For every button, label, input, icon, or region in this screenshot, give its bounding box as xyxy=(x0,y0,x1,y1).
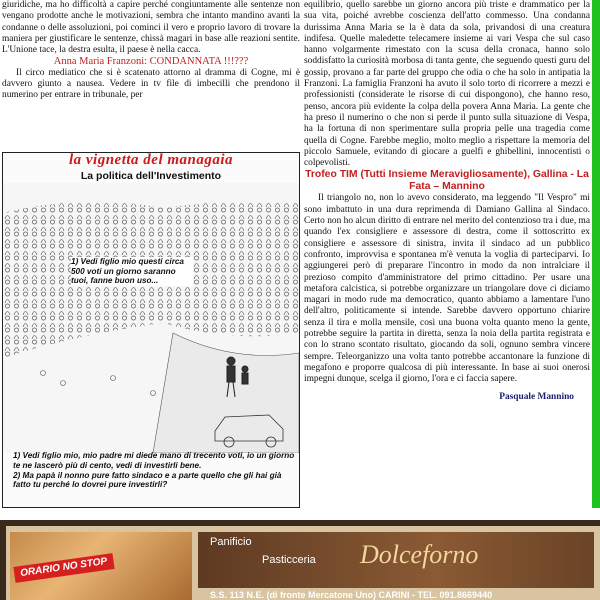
advert-address: S.S. 113 N.E. (di fronte Mercatone Uno) CARINI - TEL. 091.8669440 xyxy=(210,590,493,600)
section-title-trofeo: Trofeo TIM (Tutti Insieme Meravigliosamente), Gallina - La Fata – Mannino xyxy=(305,169,589,193)
author-signature: Pasquale Mannino xyxy=(499,391,574,402)
advert-banner xyxy=(0,520,600,600)
caption-line-1: 1) Vedi figlio mio, mio padre mi diede mano di trecento voti, io un giorno te ne lascerò più di cento, vedi di investirli bene. xyxy=(13,451,295,470)
section-title-franzoni: Anna Maria Franzoni: CONDANNATA !!!??? xyxy=(53,56,249,68)
green-side-bar xyxy=(592,0,600,508)
right-column xyxy=(304,0,590,403)
speech-balloon: 1) Vedi figlio mio questi circa 500 voti un giorno saranno tuoi, fanne buon uso... xyxy=(71,257,193,286)
advert-brand-logo: Dolceforno xyxy=(360,540,479,569)
cartoon-box xyxy=(2,152,300,508)
advert-panificio: Panificio xyxy=(210,536,252,548)
section-body-trofeo: Il triangolo no, non lo avevo considerato, ma leggendo "Il Vespro" mi sono imbattuto in una dura reprimenda di Damiano Gallina al Sindaco. Certo non ho alcun diritto di entrare nel merito del contenzioso tra i due, ma quando l'ex consigliere e assessore di destra, come il sottoscritto ex consigliere e assessore di sinistra, invita il sindaco ad un pubblico confronto, improvvisa e spontanea m'è venuta la voglia di parteciparvi. Io aggiungerei però di preparare l'incontro in modo da non intralciare il prezioso compito d'amministratore del primo cittadino. Per usare una metafora calcistica, si potrebbe organizzare un triangolare dove ci diciamo magari in modo rude ma democratico, quanto abbiamo a lamentare l'uno dell'altro, politicamente si intende. Sarebbe davvero opportuno chiarire senza il tira e molla mensile, così una buona volta quanto meno la gente, potrebbe seguire la partita in diretta, senza la noia della partita registrata e con lo strano scontato risultato, giocando da soli, ognuno sembra vincere sempre. Teleorganizzo una volta tanto potrebbe accantonare la funzione di megafono e proporre qualcosa di più interessante. In base ai suoi onerosi impegni dunque, scelga il giorno, l'ora e ci faccia sapere. xyxy=(304,193,590,385)
left-column xyxy=(2,0,300,102)
cartoon-subtitle: La politica dell'Investimento xyxy=(80,170,222,182)
cartoon-caption xyxy=(13,451,295,490)
advert-hours-badge: ORARIO NO STOP xyxy=(13,553,114,583)
right-paragraph-top: equilibrio, quello sarebbe un giorno ancora più triste e drammatico per la sua vita, poiché avrebbe coscienza dell'atto commesso. Una condanna durissima Anna Maria se la è data da sola, privandosi di una creatura indifesa. Quelle maledette telecamere insieme ai vari Vespa che sul caso hanno volgarmente rimestato con la scusa della cronaca, hanno solo soddisfatto la curiosità morbosa di tanta gente, che seguendo questi guru del gossip, provano a far parte del gruppo che odia o che ha solo in antipatia la Franzoni. La famiglia Franzoni ha avuto il solo torto di ricorrere a mezzi e professionisti (considerate le risorse di cui dispongono), che hanno reso, penso, ancora più evidente la colpa della povera Anna Maria. La gente che ha preso il numerino o che non si perde il punto sulla situazione di Vespa, ha la fortuna di non sperimentare sulla propria pelle una tragedia come quella di Cogne. Farebbe meglio, molto meglio a rispettare la memoria del piccolo Samuele, evitando di giocare a guelfi e ghibellini, innocentisti o colpevolisti. xyxy=(304,0,590,169)
left-paragraph-top: giuridiche, ma ho difficoltà a capire perché congiuntamente alle sentenze non vengano prodotte anche le motivazioni, sembra che intanto mandino avanti la condanne o delle assoluzioni, poi cominci il vero e proprio lavoro di trovare la maniera per giustificare le sentenze, chissà magari in base alle reazioni sentite. L'Unione tace, la destra esulta, il paese è nella cacca. xyxy=(2,0,300,56)
section-body-franzoni: Il circo mediatico che si è scatenato attorno al dramma di Cogne, mi è davvero giunto a nausea. Vedere in tv file di imbecilli che prendono il numerino per entrare in tribunale, per xyxy=(2,67,300,101)
advert-pasticceria: Pasticceria xyxy=(262,554,316,566)
cartoon-drawing xyxy=(3,183,299,453)
cartoon-title: la vignetta del managaia xyxy=(68,152,234,168)
caption-line-2: 2) Ma papà il nonno pure fatto sindaco e a parte quello che gli hai già fatto tu perché lo dovrei pure investirli? xyxy=(13,470,282,490)
